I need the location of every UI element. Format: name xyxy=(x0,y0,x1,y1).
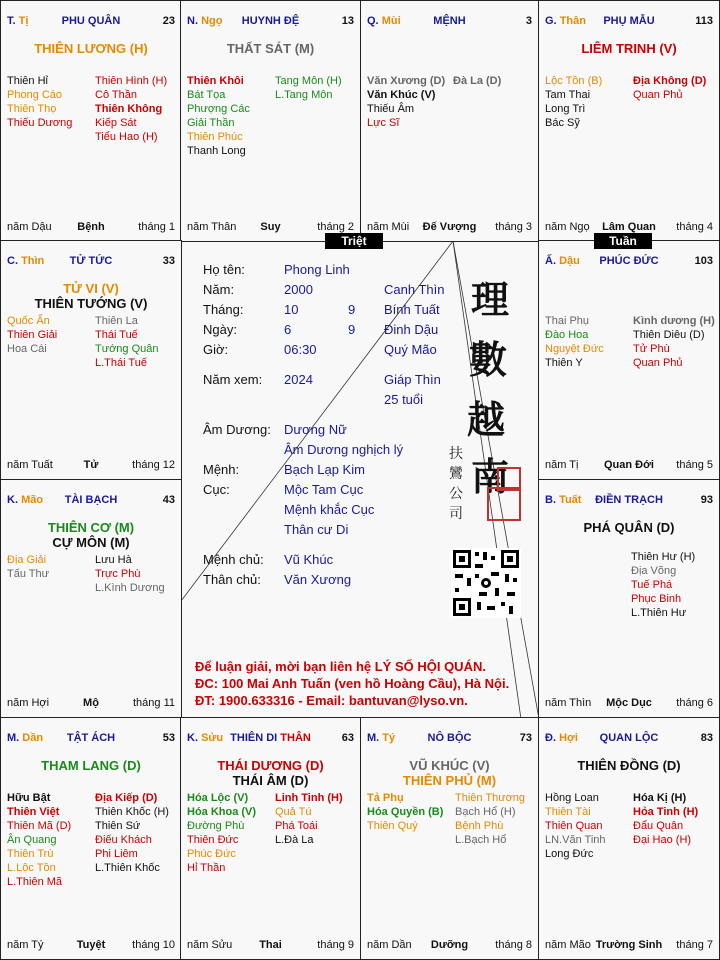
minor-star: Lộc Tồn (B) xyxy=(545,75,603,87)
hour-value: 06:30 xyxy=(284,342,317,357)
minor-star: Thiên Thương xyxy=(455,792,526,804)
palace-header xyxy=(545,732,713,746)
minor-star: Thiên Hỉ xyxy=(7,75,48,87)
palace-suu[interactable] xyxy=(180,717,361,960)
minor-star: Tả Phụ xyxy=(367,792,404,804)
minor-stars-left xyxy=(545,791,606,861)
palace-year: năm Tị xyxy=(545,459,579,471)
minor-star: Hóa Kị (H) xyxy=(633,792,687,804)
palace-year: năm Dần xyxy=(367,939,412,951)
palace-age-number: 83 xyxy=(700,732,713,744)
minor-star: L.Tang Môn xyxy=(275,89,333,101)
palace-dau[interactable] xyxy=(538,240,720,480)
palace-header xyxy=(187,15,354,29)
minor-stars-right xyxy=(633,74,706,102)
palace-branch: N. Ngọ xyxy=(187,15,223,27)
cuc-relation: Mệnh khắc Cục xyxy=(284,502,375,517)
palace-branch: M. Tý xyxy=(367,732,396,744)
minor-stars-left xyxy=(7,791,71,889)
day-label: Ngày: xyxy=(203,322,237,337)
minor-star: Thiên Quý xyxy=(367,820,418,832)
menhchu-label: Mệnh chủ: xyxy=(203,552,264,567)
palace-thin[interactable] xyxy=(0,240,182,480)
palace-year: năm Thân xyxy=(187,221,237,233)
palace-month: tháng 1 xyxy=(138,221,175,233)
palace-footer xyxy=(187,939,354,953)
palace-age-number: 93 xyxy=(700,494,713,506)
calligraphy-char-1: 理 xyxy=(471,277,510,322)
minor-star: L.Thiên Hư xyxy=(631,607,687,619)
minor-star: L.Đà La xyxy=(275,834,314,846)
palace-ty[interactable] xyxy=(360,717,539,960)
palace-year: năm Tuất xyxy=(7,459,53,471)
palace-month: tháng 4 xyxy=(676,221,713,233)
main-star: THÁI DƯƠNG (D) xyxy=(217,758,324,773)
palace-mao[interactable] xyxy=(0,479,182,718)
minor-stars-right xyxy=(275,791,343,847)
minor-star: Tử Phù xyxy=(633,343,670,355)
palace-footer xyxy=(545,939,713,953)
minor-star: Giải Thần xyxy=(187,117,235,129)
hour-canchi: Quý Mão xyxy=(384,342,437,357)
calligraphy-char-4: 南 xyxy=(471,454,510,499)
minor-star: Lưu Hà xyxy=(95,554,132,566)
minor-star: Đà La (D) xyxy=(453,75,502,87)
minor-star: Đẩu Quân xyxy=(633,820,684,832)
palace-age-number: 33 xyxy=(162,255,175,267)
minor-stars-left xyxy=(367,791,443,833)
day-canchi: Đinh Dậu xyxy=(384,322,439,337)
view-year-label: Năm xem: xyxy=(203,372,263,387)
contact-line-1: Để luận giải, mời bạn liên hệ LÝ SỐ HỘI QUÁN. xyxy=(195,659,486,674)
palace-name: TỬ TỨC xyxy=(69,255,113,267)
minor-star: Thái Tuế xyxy=(95,329,138,341)
minor-stars-right xyxy=(455,791,525,847)
minor-star: Quả Tú xyxy=(275,806,312,818)
main-star: THIÊN TƯỚNG (V) xyxy=(34,296,148,311)
minor-stars-right xyxy=(633,314,715,370)
minor-star: L.Thiên Mã xyxy=(7,876,63,888)
palace-year: năm Dậu xyxy=(7,221,52,233)
calligraphy-char-2: 數 xyxy=(469,337,508,382)
palace-year: năm Thìn xyxy=(545,697,592,709)
palace-branch: K. Sửu xyxy=(187,732,224,744)
minor-star: Hồng Loan xyxy=(545,792,599,804)
seal-side-text: 扶 鸞 公 司 xyxy=(449,446,463,522)
palace-name: PHÚC ĐỨC xyxy=(599,255,659,267)
view-year-canchi: Giáp Thìn xyxy=(384,372,441,387)
minor-star: Thiên Thọ xyxy=(7,103,57,115)
palace-branch: Q. Mùi xyxy=(367,15,401,27)
minor-stars-right xyxy=(453,74,501,88)
year-label: Năm: xyxy=(203,282,235,297)
palace-stage: Quan Đới xyxy=(604,459,654,471)
minor-star: Hỉ Thần xyxy=(187,862,226,874)
minor-stars-left xyxy=(187,74,250,158)
palace-name: NÔ BỘC xyxy=(427,732,472,744)
minor-star: Hỏa Tinh (H) xyxy=(633,806,699,818)
red-seal-stamp-large xyxy=(487,487,521,521)
minor-star: Tiểu Hao (H) xyxy=(95,131,158,143)
minor-star: Lực Sĩ xyxy=(367,117,400,129)
minor-star: Thiên Phúc xyxy=(187,131,243,143)
name-label: Họ tên: xyxy=(203,262,245,277)
main-star: VŨ KHÚC (V) xyxy=(409,758,490,773)
main-star: CỰ MÔN (M) xyxy=(52,535,130,550)
minor-star: Tang Môn (H) xyxy=(275,75,342,87)
minor-star: Hóa Lộc (V) xyxy=(187,792,249,804)
palace-header xyxy=(7,494,175,508)
palace-header xyxy=(545,255,713,269)
minor-stars-left xyxy=(545,74,602,130)
palace-branch: B. Tuất xyxy=(545,494,582,506)
palace-branch: Ấ. Dậu xyxy=(545,255,580,267)
main-star: THIÊN PHỦ (M) xyxy=(402,773,497,788)
palace-stage: Thai xyxy=(259,939,282,951)
minor-star: Thiên Trù xyxy=(7,848,54,860)
palace-month: tháng 6 xyxy=(676,697,713,709)
minor-star: Trực Phù xyxy=(95,568,141,580)
minor-star: Phúc Đức xyxy=(187,848,236,860)
minor-star: LN.Văn Tinh xyxy=(545,834,606,846)
minor-star: Thiên Y xyxy=(545,357,583,369)
palace-month: tháng 10 xyxy=(132,939,175,951)
yinyang-value: Dương Nữ xyxy=(284,422,347,437)
year-value: 2000 xyxy=(284,282,313,297)
minor-star: L.Thái Tuế xyxy=(95,357,147,369)
palace-header xyxy=(545,494,713,508)
minor-star: L.Kình Dương xyxy=(95,582,165,594)
minor-star: Nguyệt Đức xyxy=(545,343,604,355)
year-canchi: Canh Thìn xyxy=(384,282,445,297)
minor-stars-left xyxy=(545,314,604,370)
palace-branch: C. Thìn xyxy=(7,255,45,267)
minor-star: L.Thiên Khốc xyxy=(95,862,160,874)
palace-header xyxy=(367,732,532,746)
thanchu-value: Văn Xương xyxy=(284,572,352,587)
minor-star: Hóa Quyền (B) xyxy=(367,806,444,818)
main-star: THAM LANG (D) xyxy=(41,758,141,773)
yinyang-label: Âm Dương: xyxy=(203,422,271,437)
palace-month: tháng 12 xyxy=(132,459,175,471)
palace-year: năm Mùi xyxy=(367,221,410,233)
menhchu-value: Vũ Khúc xyxy=(284,552,334,567)
palace-year: năm Ngọ xyxy=(545,221,590,233)
palace-branch: T. Tị xyxy=(7,15,29,27)
palace-month: tháng 7 xyxy=(676,939,713,951)
palace-than[interactable] xyxy=(538,0,720,242)
age-value: 25 tuổi xyxy=(384,392,424,407)
palace-ngo[interactable] xyxy=(180,0,361,242)
main-star: LIÊM TRINH (V) xyxy=(581,41,677,56)
than-marker: THÂN xyxy=(280,732,311,744)
palace-header xyxy=(187,732,354,746)
minor-star: Thiên La xyxy=(95,315,138,327)
minor-star: Thai Phụ xyxy=(545,315,590,327)
minor-star: Địa Giải xyxy=(7,554,47,566)
minor-star: Tướng Quân xyxy=(95,343,159,355)
name-value: Phong Linh xyxy=(284,262,350,277)
palace-footer xyxy=(7,697,175,711)
palace-stage: Dưỡng xyxy=(430,939,469,951)
palace-age-number: 3 xyxy=(525,15,532,27)
minor-star: Bệnh Phù xyxy=(455,820,504,832)
minor-stars-right xyxy=(275,74,342,102)
calligraphy-char-3: 越 xyxy=(467,397,506,442)
palace-stage: Đế Vượng xyxy=(422,221,477,233)
contact-address: ĐC: 100 Mai Anh Tuấn (ven hồ Hoàng Cầu), Hà Nội. xyxy=(195,676,510,691)
minor-star: Thiên Sứ xyxy=(95,820,141,832)
minor-star: Thiên Khốc (H) xyxy=(95,806,169,818)
day-lunar: 9 xyxy=(348,322,356,337)
main-star: PHÁ QUÂN (D) xyxy=(583,520,675,535)
minor-star: Thiên Tài xyxy=(545,806,591,818)
minor-star: Phong Cáo xyxy=(7,89,63,101)
day-value: 6 xyxy=(284,322,292,337)
palace-header xyxy=(7,15,175,29)
minor-stars-right xyxy=(95,74,167,144)
palace-footer xyxy=(545,459,713,473)
minor-star: Thiên Không xyxy=(95,103,163,115)
cuc-value: Mộc Tam Cục xyxy=(284,482,364,497)
contact-phone-email[interactable]: ĐT: 1900.633316 - Email: bantuvan@lyso.vn. xyxy=(195,693,468,708)
palace-month: tháng 5 xyxy=(676,459,713,471)
main-star: THIÊN ĐỒNG (D) xyxy=(577,758,681,773)
palace-age-number: 73 xyxy=(519,732,532,744)
minor-star: Phi Liêm xyxy=(95,848,138,860)
palace-month: tháng 3 xyxy=(495,221,532,233)
palace-stage: Mộc Dục xyxy=(606,697,652,709)
palace-stage: Suy xyxy=(260,221,281,233)
palace-stage: Bệnh xyxy=(77,221,105,233)
main-star: TỬ VI (V) xyxy=(63,281,119,296)
palace-age-number: 13 xyxy=(341,15,354,27)
palace-stage: Tuyệt xyxy=(76,939,106,951)
minor-star: Cô Thần xyxy=(95,89,137,101)
hour-label: Giờ: xyxy=(203,342,229,357)
palace-age-number: 103 xyxy=(694,255,713,267)
menh-label: Mệnh: xyxy=(203,462,240,477)
palace-name: HUYNH ĐỆ xyxy=(241,15,300,27)
minor-star: L.Bạch Hổ xyxy=(455,834,507,846)
minor-star: Quan Phủ xyxy=(633,89,683,101)
minor-stars-left xyxy=(7,553,49,581)
minor-star: Địa Võng xyxy=(631,565,677,577)
palace-branch: Đ. Hợi xyxy=(545,732,578,744)
main-star: THÁI ÂM (D) xyxy=(232,773,309,788)
minor-star: Bạch Hổ (H) xyxy=(455,806,516,818)
minor-star: Thiên Mã (D) xyxy=(7,820,72,832)
palace-mui[interactable] xyxy=(360,0,539,242)
minor-star: Thiên Diêu (D) xyxy=(633,329,705,341)
minor-star: Đường Phù xyxy=(187,820,245,832)
minor-star: Tấu Thư xyxy=(7,568,50,580)
palace-footer xyxy=(367,221,532,235)
palace-footer xyxy=(7,221,175,235)
minor-star: Tam Thai xyxy=(545,89,591,101)
palace-month: tháng 9 xyxy=(317,939,354,951)
palace-name: QUAN LỘC xyxy=(599,732,659,744)
palace-footer xyxy=(7,939,175,953)
palace-month: tháng 8 xyxy=(495,939,532,951)
minor-star: Ân Quang xyxy=(7,834,57,846)
minor-star: Thiên Quan xyxy=(545,820,603,832)
minor-star: Thiên Việt xyxy=(7,806,60,818)
minor-stars-left xyxy=(7,74,72,130)
month-lunar: 9 xyxy=(348,302,356,317)
minor-star: Phượng Các xyxy=(187,103,250,115)
main-star: THẤT SÁT (M) xyxy=(226,41,315,56)
palace-footer xyxy=(7,459,175,473)
minor-star: Kình dương (H) xyxy=(633,315,715,327)
palace-age-number: 63 xyxy=(341,732,354,744)
minor-star: Địa Kiếp (D) xyxy=(95,792,158,804)
month-canchi: Bính Tuất xyxy=(384,302,440,317)
palace-header xyxy=(7,255,175,269)
minor-star: Quốc Ấn xyxy=(7,315,50,327)
palace-branch: G. Thân xyxy=(545,15,586,27)
minor-star: Thiên Khôi xyxy=(187,75,244,87)
palace-name: PHU QUÂN xyxy=(61,15,121,27)
minor-star: Đại Hao (H) xyxy=(633,834,692,846)
palace-header xyxy=(367,15,532,29)
minor-star: Điếu Khách xyxy=(95,834,152,846)
minor-star: Tuế Phá xyxy=(631,579,673,591)
palace-age-number: 23 xyxy=(162,15,175,27)
thanchu-label: Thân chủ: xyxy=(203,572,261,587)
tuan-marker: Tuần xyxy=(594,233,652,249)
minor-star: Phá Toái xyxy=(275,820,318,832)
yinyang-note: Âm Dương nghịch lý xyxy=(284,442,404,457)
minor-star: Thanh Long xyxy=(187,145,246,157)
palace-month: tháng 11 xyxy=(132,697,175,709)
minor-stars-right xyxy=(95,314,159,370)
palace-stage: Lâm Quan xyxy=(602,221,656,233)
palace-name: MỆNH xyxy=(433,15,466,27)
minor-star: Hóa Khoa (V) xyxy=(187,806,257,818)
palace-name: TẬT ÁCH xyxy=(66,732,116,744)
minor-star: Thiên Giải xyxy=(7,329,58,341)
palace-age-number: 53 xyxy=(162,732,175,744)
minor-star: Linh Tinh (H) xyxy=(275,792,343,804)
minor-star: Văn Khúc (V) xyxy=(367,89,436,101)
minor-star: Phục Binh xyxy=(631,593,682,605)
minor-star: Văn Xương (D) xyxy=(367,75,446,87)
qr-code-icon[interactable] xyxy=(451,548,521,618)
minor-stars-left xyxy=(7,314,57,356)
palace-header xyxy=(7,732,175,746)
palace-name: PHỤ MẪU xyxy=(603,15,655,27)
minor-star: Thiếu Âm xyxy=(367,103,415,115)
minor-star: Thiên Đức xyxy=(187,834,239,846)
minor-star: Thiếu Dương xyxy=(7,117,73,129)
palace-month: tháng 2 xyxy=(317,221,354,233)
minor-star: Đào Hoa xyxy=(545,329,589,341)
palace-branch: M. Dần xyxy=(7,732,44,744)
minor-stars-left xyxy=(367,74,445,130)
minor-star: Bác Sỹ xyxy=(545,117,580,129)
minor-star: Thiên Hình (H) xyxy=(95,75,168,87)
main-star: THIÊN CƠ (M) xyxy=(47,520,135,535)
main-star: THIÊN LƯƠNG (H) xyxy=(34,41,148,56)
palace-footer xyxy=(367,939,532,953)
palace-ti[interactable] xyxy=(0,0,182,242)
palace-year: năm Sửu xyxy=(187,939,233,951)
minor-star: Kiếp Sát xyxy=(95,117,137,129)
palace-branch: K. Mão xyxy=(7,494,44,506)
palace-stage: Mộ xyxy=(83,697,99,709)
minor-star: Thiên Hư (H) xyxy=(631,551,696,563)
palace-stage: Tử xyxy=(83,459,99,471)
palace-tuat[interactable] xyxy=(538,479,720,718)
minor-star: Hoa Cái xyxy=(7,343,47,355)
palace-header xyxy=(545,15,713,29)
minor-stars-left xyxy=(187,791,256,875)
triet-marker: Triệt xyxy=(325,233,383,249)
menh-value: Bạch Lạp Kim xyxy=(284,462,365,477)
minor-star: Địa Không (D) xyxy=(633,75,707,87)
palace-hoi[interactable] xyxy=(538,717,720,960)
cuc-label: Cục: xyxy=(203,482,230,497)
minor-star: L.Lộc Tồn xyxy=(7,862,56,874)
month-value: 10 xyxy=(284,302,299,317)
minor-star: Bát Tọa xyxy=(187,89,226,101)
palace-dan[interactable] xyxy=(0,717,182,960)
palace-age-number: 43 xyxy=(162,494,175,506)
month-label: Tháng: xyxy=(203,302,244,317)
palace-name: THIÊN DI THÂN xyxy=(230,732,311,744)
minor-stars-right xyxy=(95,791,169,875)
palace-name: TÀI BẠCH xyxy=(64,494,118,506)
palace-age-number: 113 xyxy=(695,15,713,27)
than-position: Thân cư Di xyxy=(284,522,349,537)
minor-stars-right xyxy=(631,550,695,620)
palace-year: năm Tý xyxy=(7,939,44,951)
view-year-value: 2024 xyxy=(284,372,313,387)
palace-year: năm Mão xyxy=(545,939,591,951)
minor-star: Long Đức xyxy=(545,848,594,860)
palace-year: năm Hợi xyxy=(7,697,50,709)
minor-stars-right xyxy=(95,553,165,595)
minor-star: Quan Phủ xyxy=(633,357,683,369)
minor-star: Long Trì xyxy=(545,103,586,115)
palace-footer xyxy=(545,697,713,711)
palace-name: ĐIỀN TRẠCH xyxy=(595,494,663,506)
minor-stars-right xyxy=(633,791,698,847)
palace-stage: Trường Sinh xyxy=(595,939,663,951)
center-info-panel xyxy=(181,241,539,719)
minor-star: Hữu Bật xyxy=(7,792,51,804)
